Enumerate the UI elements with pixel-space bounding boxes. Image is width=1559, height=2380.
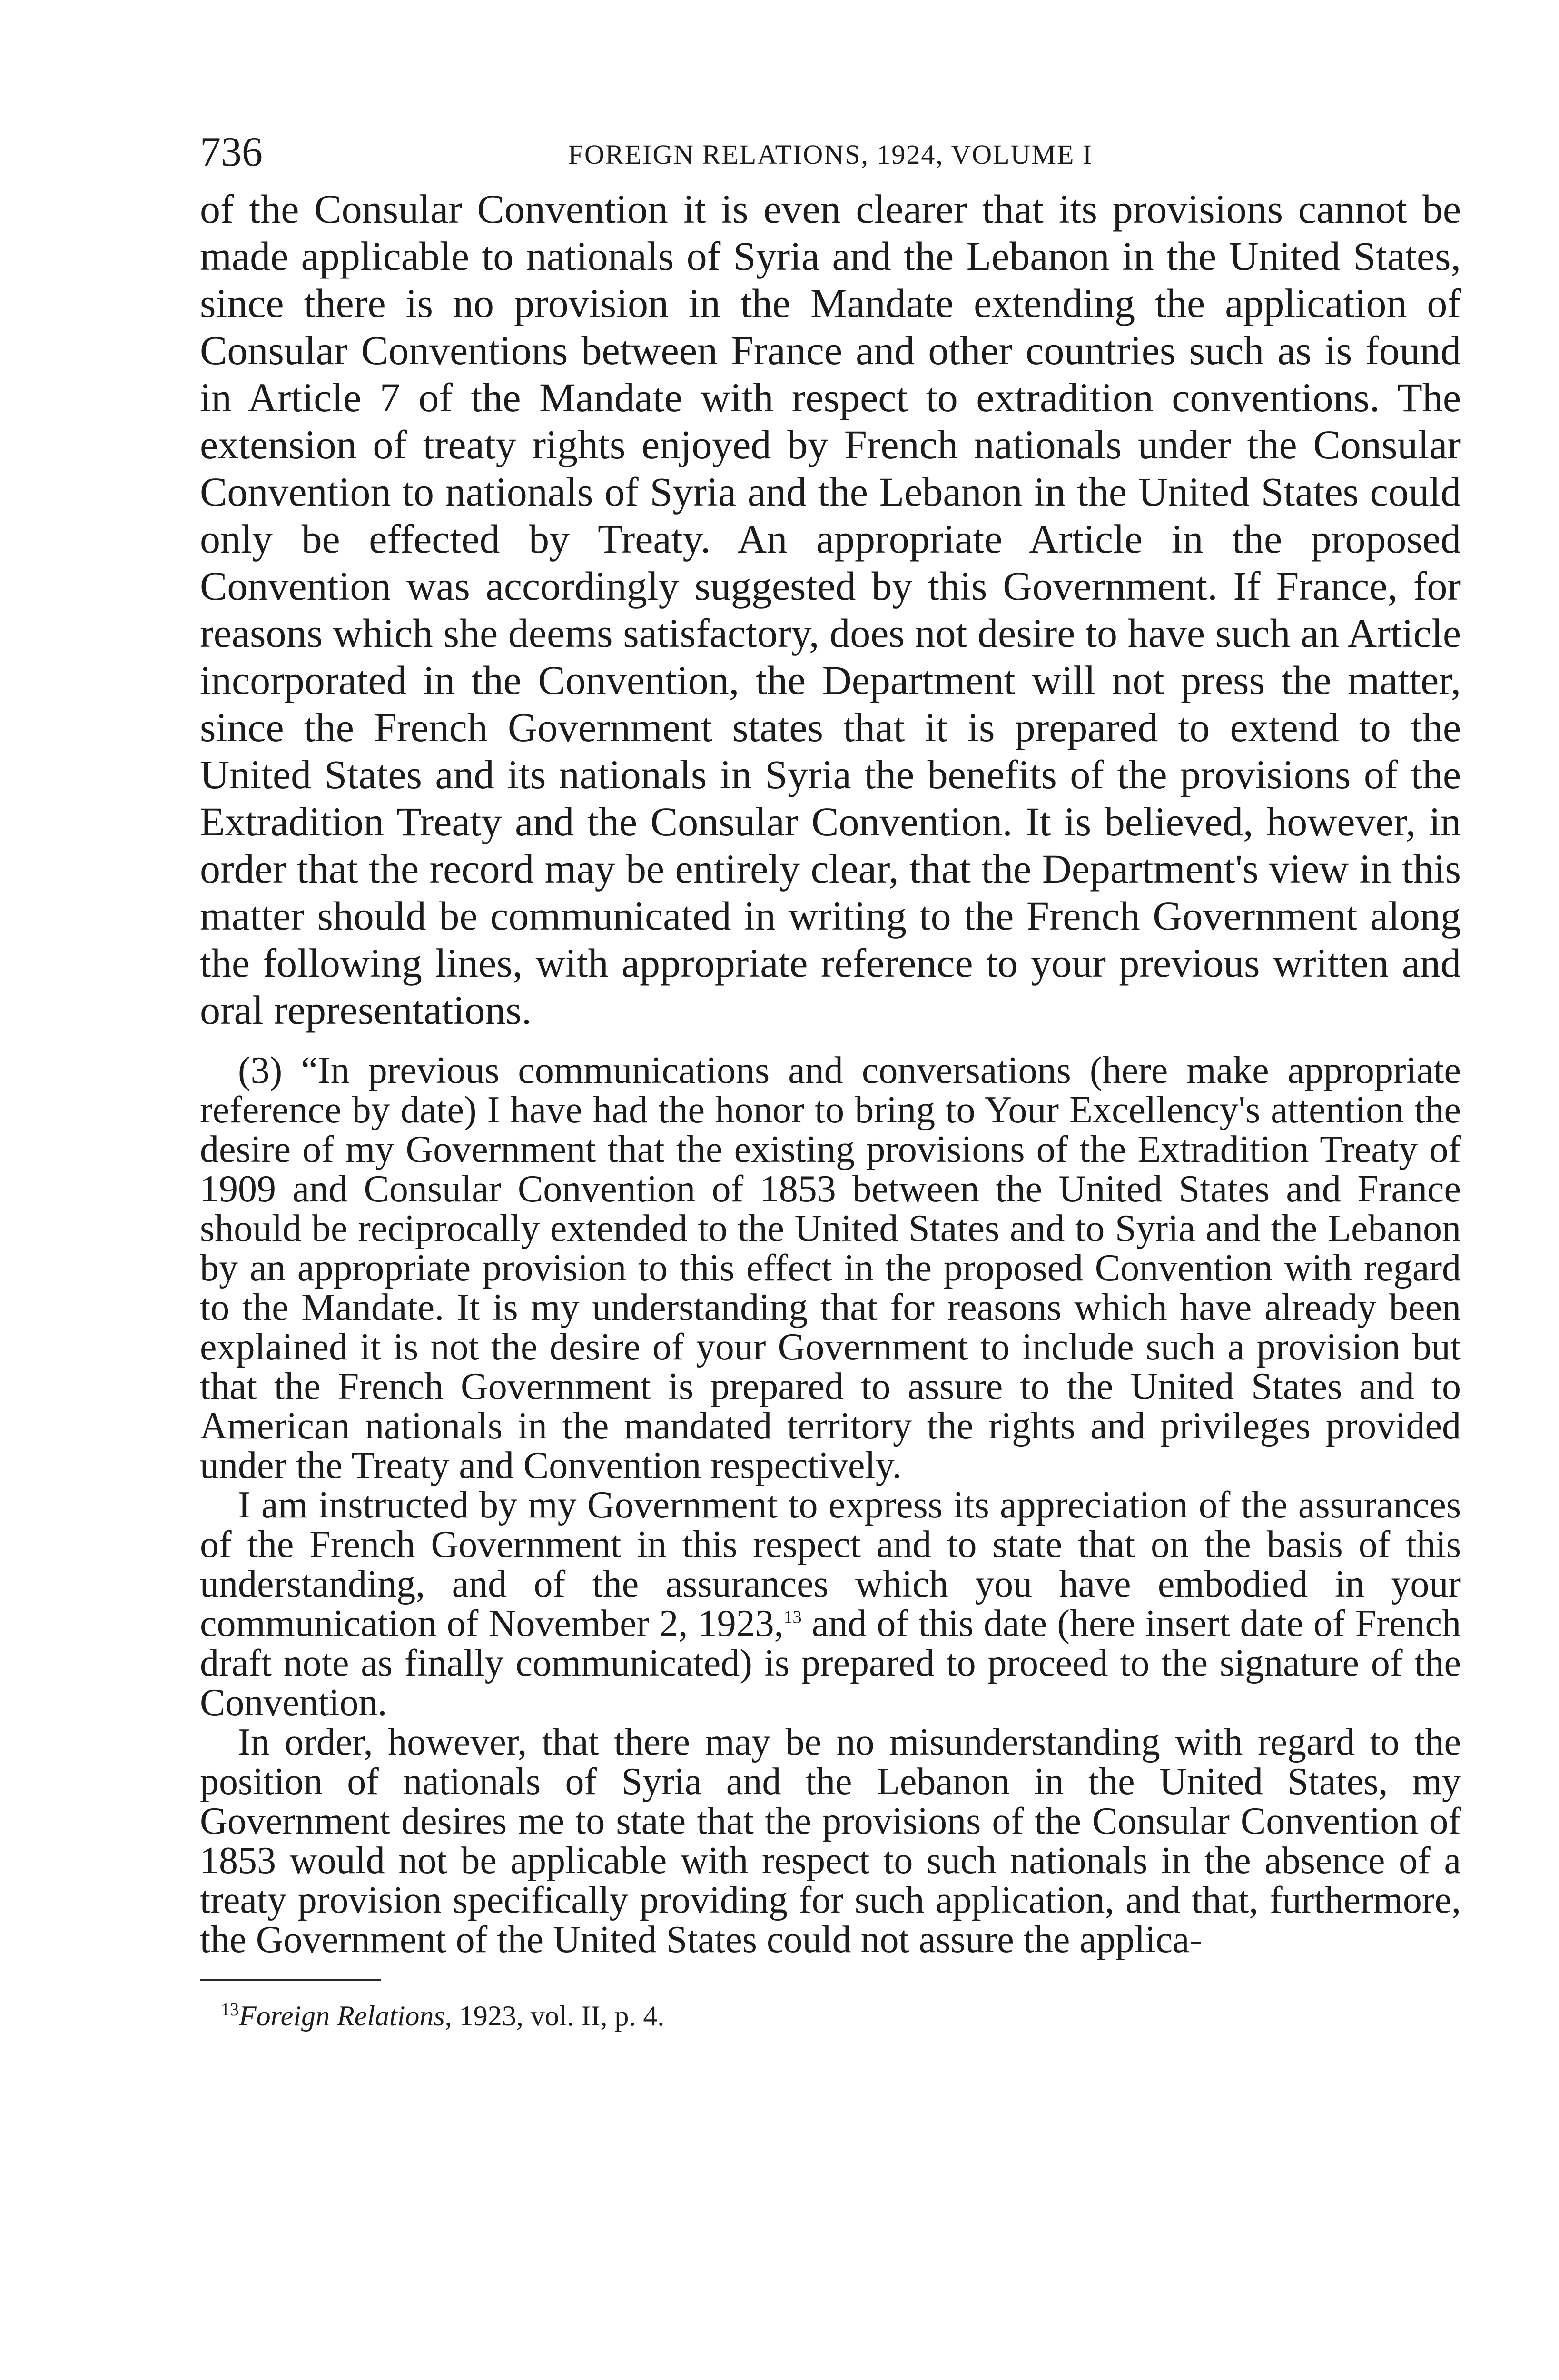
footnote: [221, 1997, 1461, 2035]
body-paragraph: of the Consular Convention it is even clearer that its provisions cannot be made applicable to nationals of Syria and the Lebanon in the United States, since there is no provision in the Mandate extending the application of Consular Conventions between France and other countries such as is found in Article 7 of the Mandate with respect to extradition conventions. The extension of treaty rights enjoyed by French nationals under the Consular Convention to nationals of Syria and the Lebanon in the United States could only be effected by Treaty. An appropriate Article in the proposed Convention was accordingly suggested by this Government. If France, for reasons which she deems satisfactory, does not desire to have such an Article incorporated in the Convention, the Department will not press the matter, since the French Government states that it is prepared to extend to the United States and its nationals in Syria the benefits of the provisions of the Extradition Treaty and the Consular Convention. It is believed, however, in order that the record may be entirely clear, that the Department's view in this matter should be communicated in writing to the French Government along the following lines, with appropriate reference to your previous written and oral representations.: [200, 186, 1461, 1033]
quote-paragraph-3: In order, however, that there may be no misunderstanding with regard to the position of nationals of Syria and the Lebanon in the United States, my Government desires me to state that the provisions of the Consular Convention of 1853 would not be applicable with respect to such nationals in the absence of a treaty provision specifically providing for such application, and that, furthermore, the Government of the United States could not assure the applica-: [200, 1721, 1461, 1961]
running-title: FOREIGN RELATIONS, 1924, VOLUME I: [568, 139, 1093, 170]
page-header: [200, 129, 1461, 186]
footnote-reference: 13: [783, 1607, 802, 1627]
quote-paragraph-2: [200, 1486, 1461, 1723]
quote-paragraph-2-start: I am instructed by my Government to express its appreciation of the assurances of the French Government in this respect and to state that on the basis of this understanding, and of the assurances which you have embodied in your communication of November 2, 1923,: [200, 1484, 1461, 1645]
document-page: [200, 129, 1461, 2035]
footnote-divider: [200, 1979, 381, 1981]
footnote-title: Foreign Relations: [239, 2000, 445, 2032]
footnote-number: 13: [221, 2000, 239, 2020]
page-number: 736: [200, 129, 263, 175]
quote-paragraph-1: (3) “In previous communications and conversations (here make appropriate reference by date) I have had the honor to bring to Your Excellency's attention the desire of my Government that the existing provisions of the Extradition Treaty of 1909 and Consular Convention of 1853 between the United States and France should be reciprocally extended to the United States and to Syria and the Lebanon by an appropriate provision to this effect in the proposed Convention with regard to the Mandate. It is my understanding that for reasons which have already been explained it is not the desire of your Government to include such a provision but that the French Government is prepared to assure to the United States and to American nationals in the mandated territory the rights and privileges provided under the Treaty and Convention respectively.: [200, 1050, 1461, 1487]
quoted-note: [200, 1051, 1461, 1960]
footnote-citation: , 1923, vol. II, p. 4.: [444, 2000, 665, 2032]
quote-paragraph-2-end: and of this date (here insert date of French draft note as finally communicated) is prepared to proceed to the signature of the Convention.: [200, 1603, 1461, 1724]
